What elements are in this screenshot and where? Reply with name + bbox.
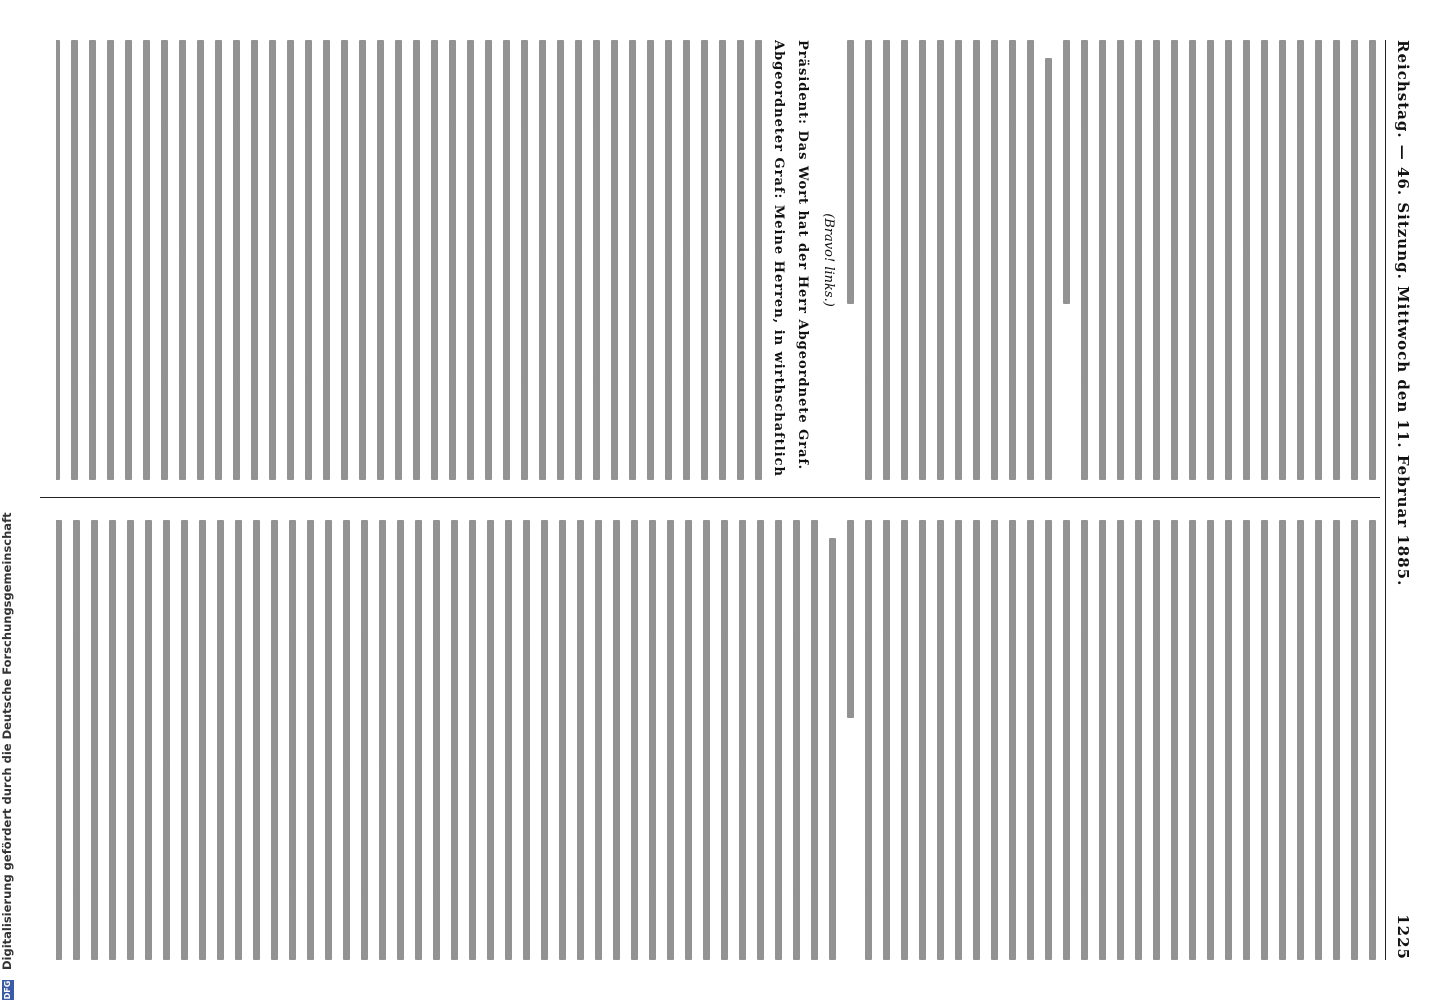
text-column-right bbox=[56, 520, 1376, 960]
speaker-label: Präsident: bbox=[795, 40, 810, 125]
text-column-left bbox=[56, 40, 1376, 480]
running-head bbox=[1390, 40, 1412, 960]
paragraph-block bbox=[56, 520, 1376, 960]
dfg-logo-icon: DFG bbox=[2, 980, 12, 1000]
credit-text: Digitalisierung gefördert durch die Deutsche Forschungsgemeinschaft bbox=[0, 512, 14, 970]
speaker-text: Das Wort hat der Herr Abgeordnete Graf. bbox=[795, 130, 810, 471]
bravo-remark: (Bravo! links.) bbox=[821, 213, 836, 307]
digitization-credit bbox=[0, 0, 22, 1000]
paragraph-block bbox=[56, 40, 762, 480]
speaker-label: Abgeordneter Graf: bbox=[771, 40, 786, 200]
page-number: 1225 bbox=[1394, 914, 1412, 960]
speaker-president bbox=[794, 40, 810, 480]
header-rule bbox=[1385, 40, 1386, 960]
page-title: Reichstag. — 46. Sitzung. Mittwoch den 11. Februar 1885. bbox=[1394, 40, 1412, 587]
speaker-graf bbox=[770, 40, 786, 480]
speaker-text: Meine Herren, in wirthschaftlich bbox=[771, 204, 786, 478]
paragraph-block bbox=[847, 40, 1376, 480]
column-divider bbox=[40, 497, 1380, 498]
